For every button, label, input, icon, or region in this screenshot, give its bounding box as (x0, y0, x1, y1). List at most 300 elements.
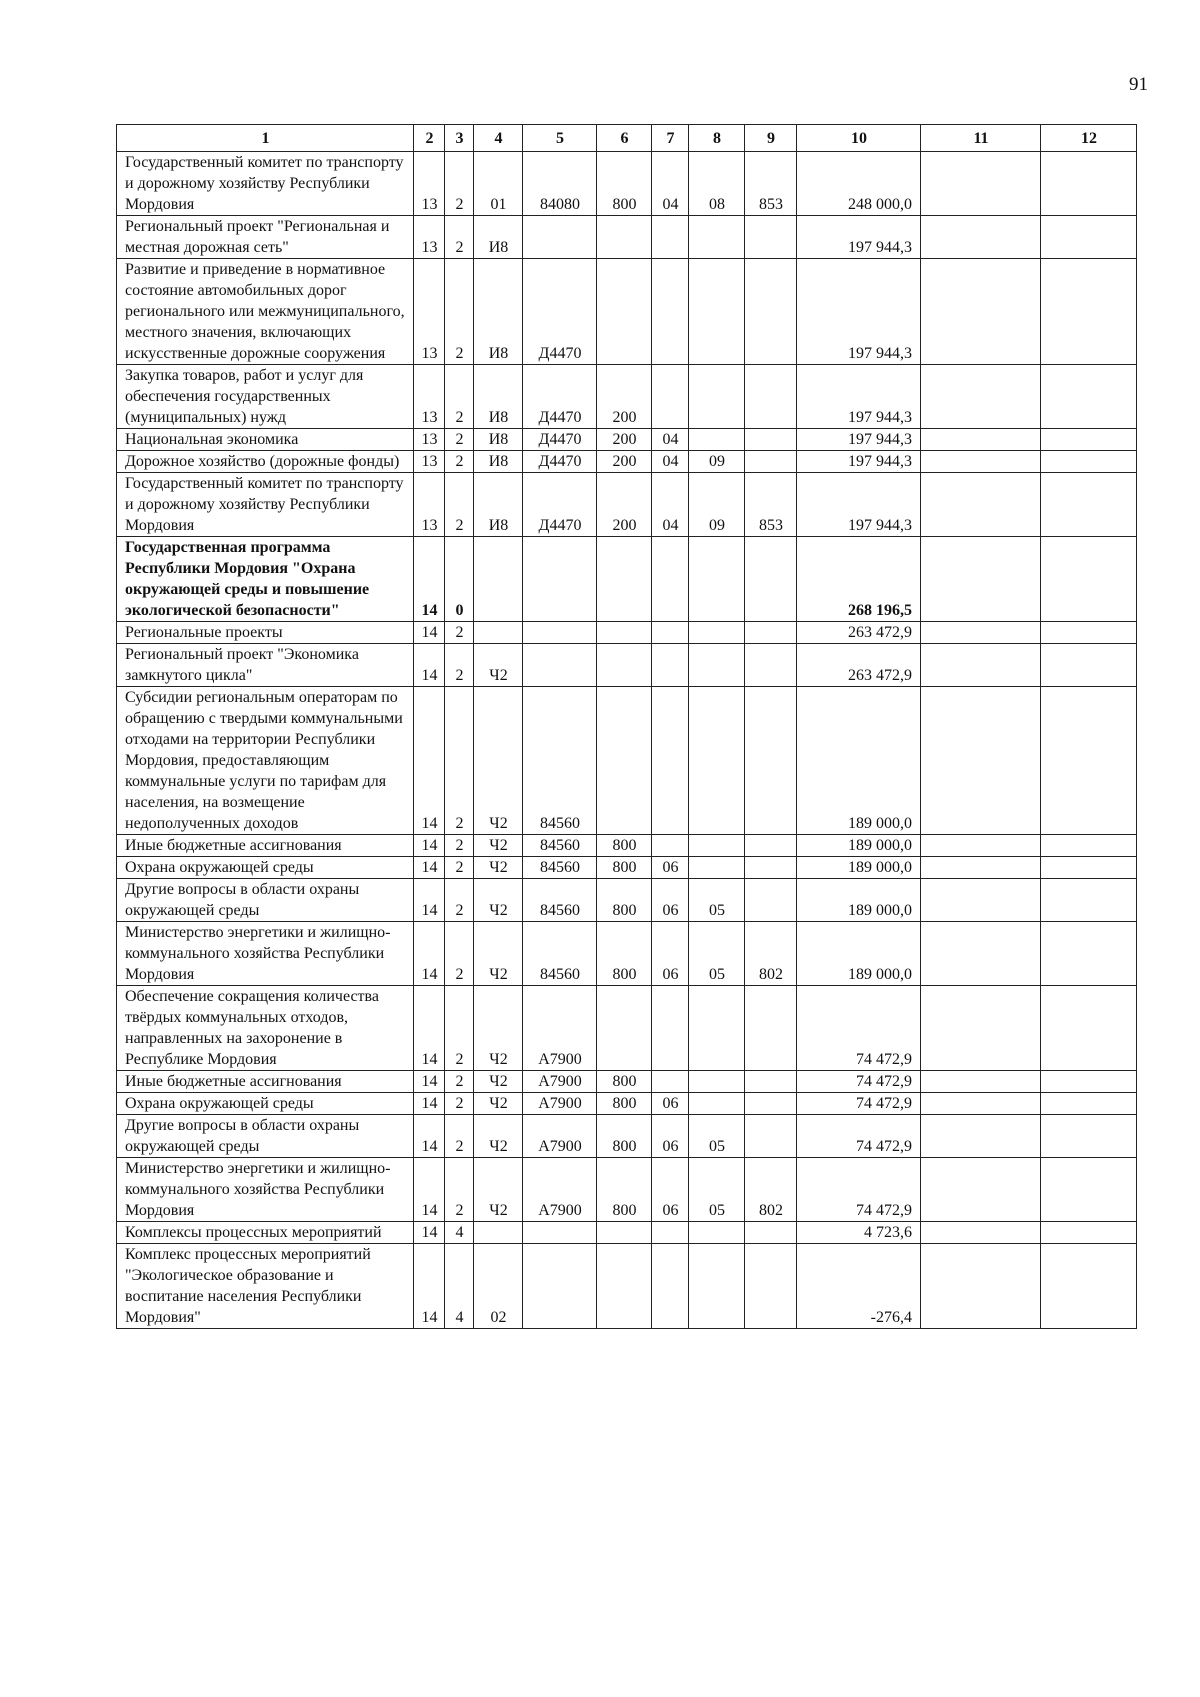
code-cell (652, 622, 689, 644)
code-cell: 2 (445, 879, 474, 922)
code-cell (597, 1244, 652, 1329)
column-header: 10 (797, 125, 921, 152)
amount-cell (1041, 152, 1137, 216)
code-cell (689, 429, 745, 451)
code-cell: 2 (445, 152, 474, 216)
code-cell: 06 (652, 922, 689, 986)
row-name-cell: Министерство энергетики и жилищно-коммунального хозяйства Республики Мордовия (117, 1158, 414, 1222)
code-cell (745, 622, 797, 644)
code-cell (652, 1222, 689, 1244)
code-cell (474, 537, 523, 622)
code-cell: Ч2 (474, 857, 523, 879)
code-cell (597, 986, 652, 1071)
column-header: 2 (414, 125, 445, 152)
code-cell: Ч2 (474, 1158, 523, 1222)
amount-cell (1041, 1158, 1137, 1222)
code-cell: 800 (597, 1071, 652, 1093)
row-name-cell: Иные бюджетные ассигнования (117, 1071, 414, 1093)
code-cell: 14 (414, 1071, 445, 1093)
amount-cell: 74 472,9 (797, 1115, 921, 1158)
code-cell: Ч2 (474, 1093, 523, 1115)
amount-cell (1041, 1115, 1137, 1158)
row-name-cell: Государственный комитет по транспорту и дорожному хозяйству Республики Мордовия (117, 473, 414, 537)
amount-cell: 189 000,0 (797, 922, 921, 986)
amount-cell (921, 644, 1041, 687)
table-row (117, 259, 1137, 365)
code-cell (652, 216, 689, 259)
code-cell: И8 (474, 429, 523, 451)
row-name-cell: Охрана окружающей среды (117, 1093, 414, 1115)
code-cell: А7900 (523, 1158, 597, 1222)
amount-cell (921, 365, 1041, 429)
amount-cell: 74 472,9 (797, 1093, 921, 1115)
code-cell: 04 (652, 152, 689, 216)
code-cell (597, 644, 652, 687)
code-cell (689, 216, 745, 259)
column-header: 12 (1041, 125, 1137, 152)
code-cell: И8 (474, 451, 523, 473)
code-cell: 13 (414, 259, 445, 365)
code-cell (597, 259, 652, 365)
row-name-cell: Субсидии региональным операторам по обращению с твердыми коммунальными отходами на территории Республики Мордовия, предоставляющим коммунальные услуги по тарифам для населения, на возмещение недополученных доходов (117, 687, 414, 835)
code-cell: 800 (597, 1115, 652, 1158)
code-cell (523, 644, 597, 687)
amount-cell: 197 944,3 (797, 259, 921, 365)
code-cell: 14 (414, 1244, 445, 1329)
code-cell: И8 (474, 473, 523, 537)
code-cell: А7900 (523, 1071, 597, 1093)
code-cell: 802 (745, 922, 797, 986)
code-cell: 800 (597, 879, 652, 922)
code-cell: И8 (474, 365, 523, 429)
code-cell: 84560 (523, 879, 597, 922)
table-row (117, 537, 1137, 622)
code-cell (597, 216, 652, 259)
code-cell (689, 259, 745, 365)
code-cell: 06 (652, 1115, 689, 1158)
code-cell (652, 835, 689, 857)
code-cell (745, 365, 797, 429)
amount-cell (1041, 922, 1137, 986)
code-cell: Д4470 (523, 473, 597, 537)
code-cell (597, 537, 652, 622)
code-cell: Ч2 (474, 687, 523, 835)
amount-cell (1041, 1071, 1137, 1093)
code-cell (745, 1244, 797, 1329)
amount-cell (921, 986, 1041, 1071)
code-cell: 2 (445, 1115, 474, 1158)
amount-cell (1041, 857, 1137, 879)
code-cell (597, 622, 652, 644)
code-cell: 800 (597, 1093, 652, 1115)
code-cell: Ч2 (474, 879, 523, 922)
code-cell: 2 (445, 687, 474, 835)
table-row (117, 879, 1137, 922)
row-name-cell: Государственная программа Республики Мордовия "Охрана окружающей среды и повышение экологической безопасности" (117, 537, 414, 622)
column-header: 6 (597, 125, 652, 152)
amount-cell (921, 835, 1041, 857)
code-cell: 13 (414, 216, 445, 259)
code-cell (689, 687, 745, 835)
row-name-cell: Региональный проект "Экономика замкнутого цикла" (117, 644, 414, 687)
code-cell: 2 (445, 986, 474, 1071)
code-cell: 14 (414, 687, 445, 835)
code-cell: Ч2 (474, 922, 523, 986)
code-cell: 800 (597, 857, 652, 879)
row-name-cell: Закупка товаров, работ и услуг для обеспечения государственных (муниципальных) нужд (117, 365, 414, 429)
code-cell (689, 644, 745, 687)
amount-cell: 189 000,0 (797, 857, 921, 879)
row-name-cell: Другие вопросы в области охраны окружающей среды (117, 1115, 414, 1158)
code-cell: 14 (414, 644, 445, 687)
code-cell (652, 986, 689, 1071)
table-row (117, 986, 1137, 1071)
amount-cell (921, 451, 1041, 473)
amount-cell (921, 687, 1041, 835)
code-cell: 853 (745, 152, 797, 216)
code-cell (652, 644, 689, 687)
table-row (117, 365, 1137, 429)
amount-cell (1041, 473, 1137, 537)
code-cell (523, 216, 597, 259)
code-cell: 14 (414, 1093, 445, 1115)
amount-cell (921, 879, 1041, 922)
code-cell: 2 (445, 644, 474, 687)
code-cell: 06 (652, 1093, 689, 1115)
code-cell: 2 (445, 365, 474, 429)
code-cell: 14 (414, 537, 445, 622)
code-cell (745, 687, 797, 835)
code-cell (745, 1115, 797, 1158)
code-cell: 200 (597, 451, 652, 473)
amount-cell (921, 152, 1041, 216)
code-cell (745, 259, 797, 365)
code-cell: 802 (745, 1158, 797, 1222)
column-header: 7 (652, 125, 689, 152)
amount-cell: 74 472,9 (797, 1071, 921, 1093)
table-row (117, 857, 1137, 879)
row-name-cell: Охрана окружающей среды (117, 857, 414, 879)
amount-cell: 189 000,0 (797, 687, 921, 835)
code-cell: 2 (445, 259, 474, 365)
amount-cell: -276,4 (797, 1244, 921, 1329)
amount-cell (921, 537, 1041, 622)
amount-cell (921, 1093, 1041, 1115)
code-cell (745, 986, 797, 1071)
amount-cell: 263 472,9 (797, 622, 921, 644)
code-cell: 200 (597, 365, 652, 429)
row-name-cell: Национальная экономика (117, 429, 414, 451)
code-cell: 2 (445, 1071, 474, 1093)
code-cell: Ч2 (474, 1115, 523, 1158)
table-row (117, 835, 1137, 857)
amount-cell (1041, 1222, 1137, 1244)
table-row (117, 1244, 1137, 1329)
amount-cell (1041, 835, 1137, 857)
row-name-cell: Комплексы процессных мероприятий (117, 1222, 414, 1244)
code-cell (689, 986, 745, 1071)
code-cell: Ч2 (474, 835, 523, 857)
table-row (117, 622, 1137, 644)
amount-cell (1041, 644, 1137, 687)
code-cell: 14 (414, 922, 445, 986)
amount-cell (1041, 451, 1137, 473)
code-cell: 02 (474, 1244, 523, 1329)
amount-cell: 189 000,0 (797, 879, 921, 922)
amount-cell (1041, 1244, 1137, 1329)
code-cell: 13 (414, 365, 445, 429)
amount-cell: 268 196,5 (797, 537, 921, 622)
code-cell: 2 (445, 473, 474, 537)
amount-cell (1041, 1093, 1137, 1115)
code-cell: 13 (414, 473, 445, 537)
code-cell: А7900 (523, 986, 597, 1071)
code-cell: 14 (414, 857, 445, 879)
code-cell: 05 (689, 922, 745, 986)
code-cell: Д4470 (523, 429, 597, 451)
table-row (117, 216, 1137, 259)
code-cell: 14 (414, 986, 445, 1071)
code-cell: 200 (597, 473, 652, 537)
code-cell (745, 644, 797, 687)
code-cell: И8 (474, 259, 523, 365)
amount-cell (1041, 429, 1137, 451)
code-cell (652, 1071, 689, 1093)
page-number: 91 (1129, 74, 1148, 95)
row-name-cell: Комплекс процессных мероприятий "Экологическое образование и воспитание населения Республики Мордовия" (117, 1244, 414, 1329)
code-cell: 13 (414, 429, 445, 451)
code-cell: 09 (689, 473, 745, 537)
row-name-cell: Министерство энергетики и жилищно-коммунального хозяйства Республики Мордовия (117, 922, 414, 986)
amount-cell (1041, 879, 1137, 922)
code-cell: Ч2 (474, 986, 523, 1071)
code-cell: А7900 (523, 1093, 597, 1115)
table-row (117, 1093, 1137, 1115)
amount-cell (921, 922, 1041, 986)
code-cell (523, 537, 597, 622)
table-row (117, 1071, 1137, 1093)
header-row (117, 125, 1137, 152)
code-cell (597, 687, 652, 835)
amount-cell (1041, 365, 1137, 429)
code-cell: 14 (414, 879, 445, 922)
code-cell (689, 835, 745, 857)
code-cell (689, 365, 745, 429)
amount-cell: 197 944,3 (797, 429, 921, 451)
column-header: 1 (117, 125, 414, 152)
amount-cell (1041, 687, 1137, 835)
code-cell (689, 1093, 745, 1115)
code-cell: 08 (689, 152, 745, 216)
amount-cell (1041, 622, 1137, 644)
code-cell: 2 (445, 216, 474, 259)
code-cell (474, 622, 523, 644)
code-cell (523, 622, 597, 644)
amount-cell: 263 472,9 (797, 644, 921, 687)
code-cell: 853 (745, 473, 797, 537)
code-cell (652, 365, 689, 429)
code-cell (474, 1222, 523, 1244)
code-cell: 04 (652, 429, 689, 451)
row-name-cell: Региональный проект "Региональная и местная дорожная сеть" (117, 216, 414, 259)
amount-cell (1041, 259, 1137, 365)
amount-cell (921, 1071, 1041, 1093)
code-cell (745, 216, 797, 259)
column-header: 11 (921, 125, 1041, 152)
amount-cell (921, 1115, 1041, 1158)
code-cell (745, 429, 797, 451)
code-cell: 04 (652, 473, 689, 537)
table-row (117, 644, 1137, 687)
code-cell (689, 1071, 745, 1093)
code-cell: 2 (445, 451, 474, 473)
table-row (117, 1222, 1137, 1244)
code-cell: И8 (474, 216, 523, 259)
code-cell: 4 (445, 1222, 474, 1244)
code-cell: 84080 (523, 152, 597, 216)
code-cell (652, 687, 689, 835)
code-cell: 2 (445, 1093, 474, 1115)
code-cell: 14 (414, 835, 445, 857)
code-cell (745, 857, 797, 879)
amount-cell (921, 1158, 1041, 1222)
amount-cell: 197 944,3 (797, 365, 921, 429)
amount-cell: 197 944,3 (797, 216, 921, 259)
column-header: 4 (474, 125, 523, 152)
amount-cell: 197 944,3 (797, 473, 921, 537)
amount-cell: 248 000,0 (797, 152, 921, 216)
table-row (117, 1115, 1137, 1158)
code-cell: 04 (652, 451, 689, 473)
code-cell: 09 (689, 451, 745, 473)
table-row (117, 451, 1137, 473)
code-cell: 200 (597, 429, 652, 451)
code-cell (745, 1093, 797, 1115)
code-cell (652, 259, 689, 365)
row-name-cell: Дорожное хозяйство (дорожные фонды) (117, 451, 414, 473)
code-cell: 14 (414, 1222, 445, 1244)
amount-cell: 4 723,6 (797, 1222, 921, 1244)
code-cell: 06 (652, 1158, 689, 1222)
column-header: 8 (689, 125, 745, 152)
code-cell: 84560 (523, 922, 597, 986)
code-cell: 13 (414, 451, 445, 473)
code-cell (745, 835, 797, 857)
code-cell (523, 1222, 597, 1244)
budget-table (116, 124, 1137, 1329)
row-name-cell: Региональные проекты (117, 622, 414, 644)
amount-cell (1041, 986, 1137, 1071)
amount-cell (921, 1244, 1041, 1329)
table-row (117, 1158, 1137, 1222)
code-cell: А7900 (523, 1115, 597, 1158)
code-cell: 2 (445, 429, 474, 451)
column-header: 9 (745, 125, 797, 152)
amount-cell (1041, 216, 1137, 259)
amount-cell: 74 472,9 (797, 1158, 921, 1222)
code-cell: 05 (689, 1115, 745, 1158)
code-cell: 13 (414, 152, 445, 216)
code-cell: 800 (597, 835, 652, 857)
code-cell: 2 (445, 1158, 474, 1222)
code-cell (689, 537, 745, 622)
code-cell (597, 1222, 652, 1244)
amount-cell (921, 622, 1041, 644)
table-row (117, 687, 1137, 835)
code-cell (652, 1244, 689, 1329)
code-cell (745, 1222, 797, 1244)
code-cell: 0 (445, 537, 474, 622)
amount-cell: 189 000,0 (797, 835, 921, 857)
code-cell (745, 537, 797, 622)
code-cell: 84560 (523, 835, 597, 857)
amount-cell (921, 857, 1041, 879)
code-cell (745, 451, 797, 473)
code-cell (689, 1222, 745, 1244)
code-cell: 01 (474, 152, 523, 216)
column-header: 5 (523, 125, 597, 152)
table-body (117, 152, 1137, 1329)
code-cell: 06 (652, 857, 689, 879)
code-cell: 800 (597, 152, 652, 216)
code-cell: 05 (689, 879, 745, 922)
amount-cell: 197 944,3 (797, 451, 921, 473)
code-cell: Д4470 (523, 451, 597, 473)
amount-cell: 74 472,9 (797, 986, 921, 1071)
amount-cell (921, 473, 1041, 537)
code-cell (745, 879, 797, 922)
code-cell: 2 (445, 835, 474, 857)
code-cell (689, 857, 745, 879)
code-cell (745, 1071, 797, 1093)
amount-cell (921, 1222, 1041, 1244)
code-cell: Д4470 (523, 365, 597, 429)
code-cell (689, 622, 745, 644)
row-name-cell: Развитие и приведение в нормативное состояние автомобильных дорог регионального или межмуниципального, местного значения, включающих искусственные дорожные сооружения (117, 259, 414, 365)
amount-cell (1041, 537, 1137, 622)
code-cell: Ч2 (474, 644, 523, 687)
code-cell (523, 1244, 597, 1329)
column-header: 3 (445, 125, 474, 152)
code-cell: 2 (445, 922, 474, 986)
code-cell (652, 537, 689, 622)
row-name-cell: Иные бюджетные ассигнования (117, 835, 414, 857)
code-cell: 05 (689, 1158, 745, 1222)
amount-cell (921, 259, 1041, 365)
table-row (117, 473, 1137, 537)
table-row (117, 152, 1137, 216)
code-cell: Ч2 (474, 1071, 523, 1093)
code-cell: 2 (445, 622, 474, 644)
code-cell: 14 (414, 1115, 445, 1158)
code-cell: 14 (414, 1158, 445, 1222)
row-name-cell: Обеспечение сокращения количества твёрдых коммунальных отходов, направленных на захоронение в Республике Мордовия (117, 986, 414, 1071)
amount-cell (921, 429, 1041, 451)
code-cell: 2 (445, 857, 474, 879)
amount-cell (921, 216, 1041, 259)
code-cell: 06 (652, 879, 689, 922)
code-cell: 84560 (523, 687, 597, 835)
table-row (117, 429, 1137, 451)
row-name-cell: Государственный комитет по транспорту и дорожному хозяйству Республики Мордовия (117, 152, 414, 216)
code-cell: 4 (445, 1244, 474, 1329)
code-cell: 84560 (523, 857, 597, 879)
code-cell: 14 (414, 622, 445, 644)
code-cell: 800 (597, 922, 652, 986)
code-cell: 800 (597, 1158, 652, 1222)
code-cell (689, 1244, 745, 1329)
table-row (117, 922, 1137, 986)
